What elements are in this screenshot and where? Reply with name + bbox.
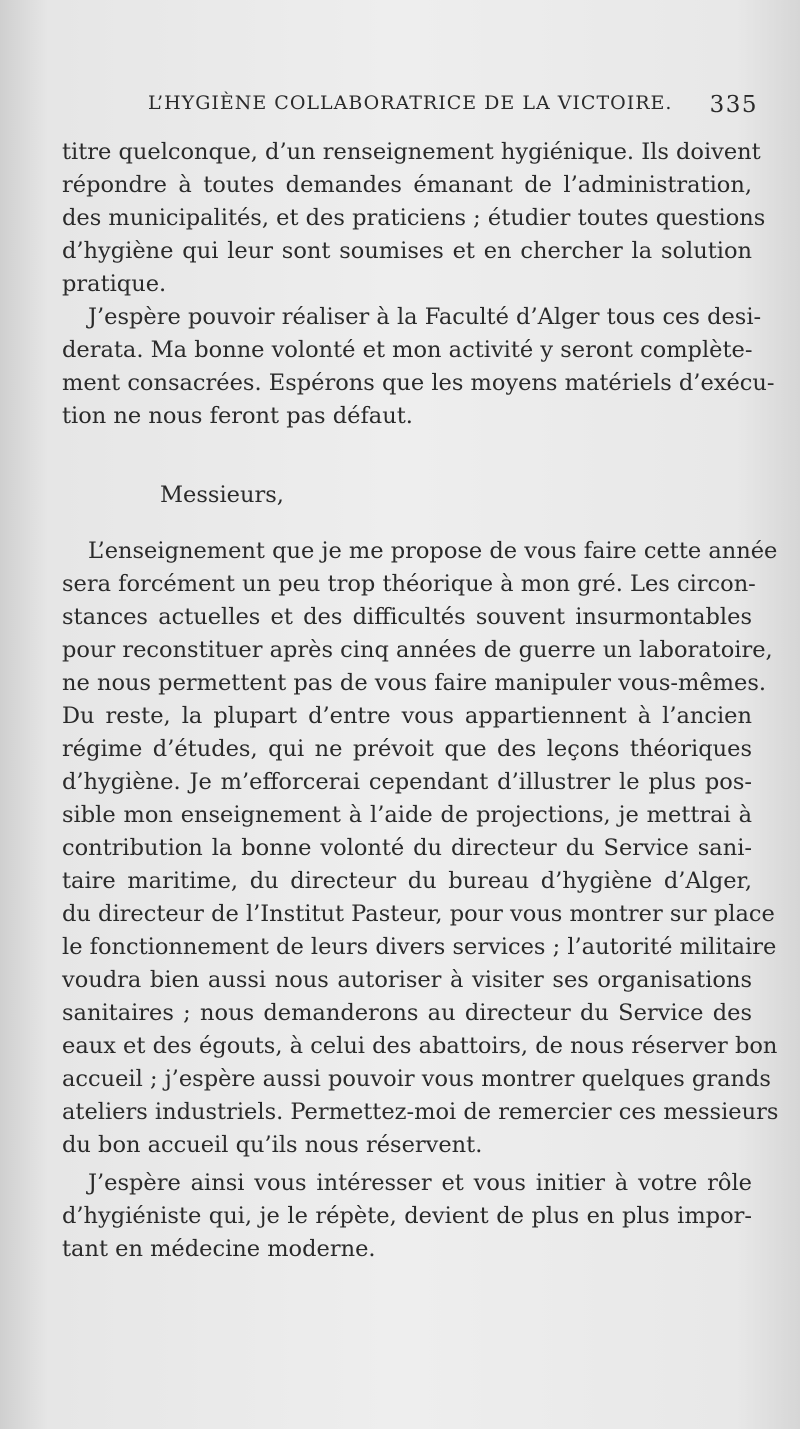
text-line: taire maritime, du directeur du bureau d’hygiène d’Alger, — [62, 868, 752, 894]
running-title: L’HYGIÈNE COLLABORATRICE DE LA VICTOIRE. — [148, 92, 673, 114]
text-line: tion ne nous feront pas défaut. — [62, 403, 413, 429]
text-line: sera forcément un peu trop théorique à mon gré. Les circon- — [62, 571, 756, 597]
text-line: pratique. — [62, 271, 167, 297]
text-line: stances actuelles et des difficultés souvent insurmontables — [62, 604, 752, 630]
text-line: répondre à toutes demandes émanant de l’administration, — [62, 172, 752, 198]
text-line: pour reconstituer après cinq années de guerre un laboratoire, — [62, 637, 773, 663]
salutation: Messieurs, — [160, 482, 284, 508]
text-line: sible mon enseignement à l’aide de projections, je mettrai à — [62, 802, 752, 828]
text-line: contribution la bonne volonté du directeur du Service sani- — [62, 835, 752, 861]
text-line: d’hygiène. Je m’efforcerai cependant d’illustrer le plus pos- — [62, 769, 752, 795]
text-line: J’espère pouvoir réaliser à la Faculté d’Alger tous ces desi- — [88, 304, 762, 330]
text-line: voudra bien aussi nous autoriser à visiter ses organisations — [62, 967, 752, 993]
text-line: eaux et des égouts, à celui des abattoirs, de nous réserver bon — [62, 1033, 778, 1059]
text-line: ne nous permettent pas de vous faire manipuler vous-mêmes. — [62, 670, 767, 696]
text-line: sanitaires ; nous demanderons au directeur du Service des — [62, 1000, 752, 1026]
text-line: d’hygiène qui leur sont soumises et en chercher la solution — [62, 238, 752, 264]
page-number: 335 — [709, 92, 758, 118]
text-line: J’espère ainsi vous intéresser et vous initier à votre rôle — [88, 1170, 752, 1196]
text-line: ment consacrées. Espérons que les moyens matériels d’exécu- — [62, 370, 775, 396]
text-line: du directeur de l’Institut Pasteur, pour vous montrer sur place — [62, 901, 775, 927]
text-line: Du reste, la plupart d’entre vous appartiennent à l’ancien — [62, 703, 752, 729]
running-header — [148, 92, 758, 124]
text-line: derata. Ma bonne volonté et mon activité y seront complète- — [62, 337, 753, 363]
text-line: le fonctionnement de leurs divers services ; l’autorité militaire — [62, 934, 777, 960]
text-line: accueil ; j’espère aussi pouvoir vous montrer quelques grands — [62, 1066, 771, 1092]
text-line: L’enseignement que je me propose de vous faire cette année — [88, 538, 778, 564]
text-line: d’hygiéniste qui, je le répète, devient de plus en plus impor- — [62, 1203, 752, 1229]
text-line: titre quelconque, d’un renseignement hygiénique. Ils doivent — [62, 139, 761, 165]
text-line: tant en médecine moderne. — [62, 1236, 376, 1262]
text-line: du bon accueil qu’ils nous réservent. — [62, 1132, 483, 1158]
text-line: ateliers industriels. Permettez-moi de remercier ces messieurs — [62, 1099, 779, 1125]
text-line: régime d’études, qui ne prévoit que des leçons théoriques — [62, 736, 752, 762]
text-line: des municipalités, et des praticiens ; étudier toutes questions — [62, 205, 766, 231]
